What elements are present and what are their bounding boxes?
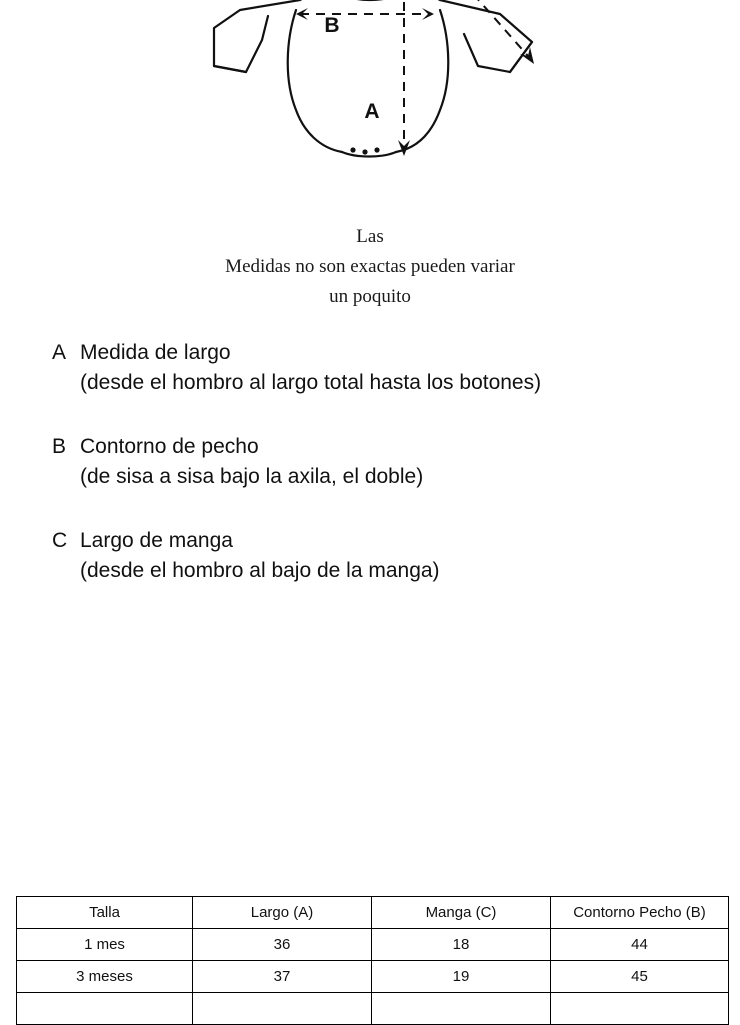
legend-c-letter: C — [52, 529, 68, 552]
table-cell-talla: 3 meses — [17, 961, 193, 993]
table-row — [17, 929, 729, 961]
table-header-pecho: Contorno Pecho (B) — [551, 897, 729, 929]
table-header-largo: Largo (A) — [193, 897, 372, 929]
table-cell-manga — [372, 993, 551, 1025]
table-row — [17, 961, 729, 993]
diagram-label-a: A — [364, 100, 380, 123]
disclaimer-line-2: Medidas no son exactas pueden variar — [225, 256, 515, 277]
legend-b-letter: B — [52, 435, 67, 458]
legend-b-detail: (de sisa a sisa bajo la axila, el doble) — [80, 465, 424, 488]
table-cell-manga: 19 — [372, 961, 551, 993]
legend-item-c — [52, 526, 740, 586]
table-header-row — [17, 897, 729, 929]
size-table-container — [16, 896, 724, 1025]
legend-item-b — [52, 432, 740, 492]
table-row — [17, 993, 729, 1025]
legend-c-detail: (desde el hombro al bajo de la manga) — [80, 559, 440, 582]
disclaimer-text — [0, 222, 740, 312]
table-cell-manga: 18 — [372, 929, 551, 961]
legend-b-heading — [52, 432, 740, 462]
table-cell-talla: 1 mes — [17, 929, 193, 961]
legend-c-heading — [52, 526, 740, 556]
legend-b-title: Contorno de pecho — [80, 435, 259, 458]
disclaimer-line-1: Las — [356, 226, 384, 247]
table-cell-largo: 37 — [193, 961, 372, 993]
legend-a-letter: A — [52, 341, 67, 364]
diagram-label-b: B — [324, 14, 340, 37]
table-header-manga: Manga (C) — [372, 897, 551, 929]
table-cell-pecho — [551, 993, 729, 1025]
table-cell-pecho: 44 — [551, 929, 729, 961]
measurement-legend — [52, 338, 740, 620]
legend-item-a — [52, 338, 740, 398]
legend-a-detail: (desde el hombro al largo total hasta los botones) — [80, 371, 542, 394]
disclaimer-line-3: un poquito — [329, 286, 411, 307]
legend-c-title: Largo de manga — [80, 529, 233, 552]
legend-a-title: Medida de largo — [80, 341, 231, 364]
table-cell-largo: 36 — [193, 929, 372, 961]
table-header-talla: Talla — [17, 897, 193, 929]
table-cell-largo — [193, 993, 372, 1025]
garment-diagram — [0, 0, 740, 220]
table-cell-talla — [17, 993, 193, 1025]
table-cell-pecho: 45 — [551, 961, 729, 993]
size-table — [16, 896, 729, 1025]
legend-a-heading — [52, 338, 740, 368]
